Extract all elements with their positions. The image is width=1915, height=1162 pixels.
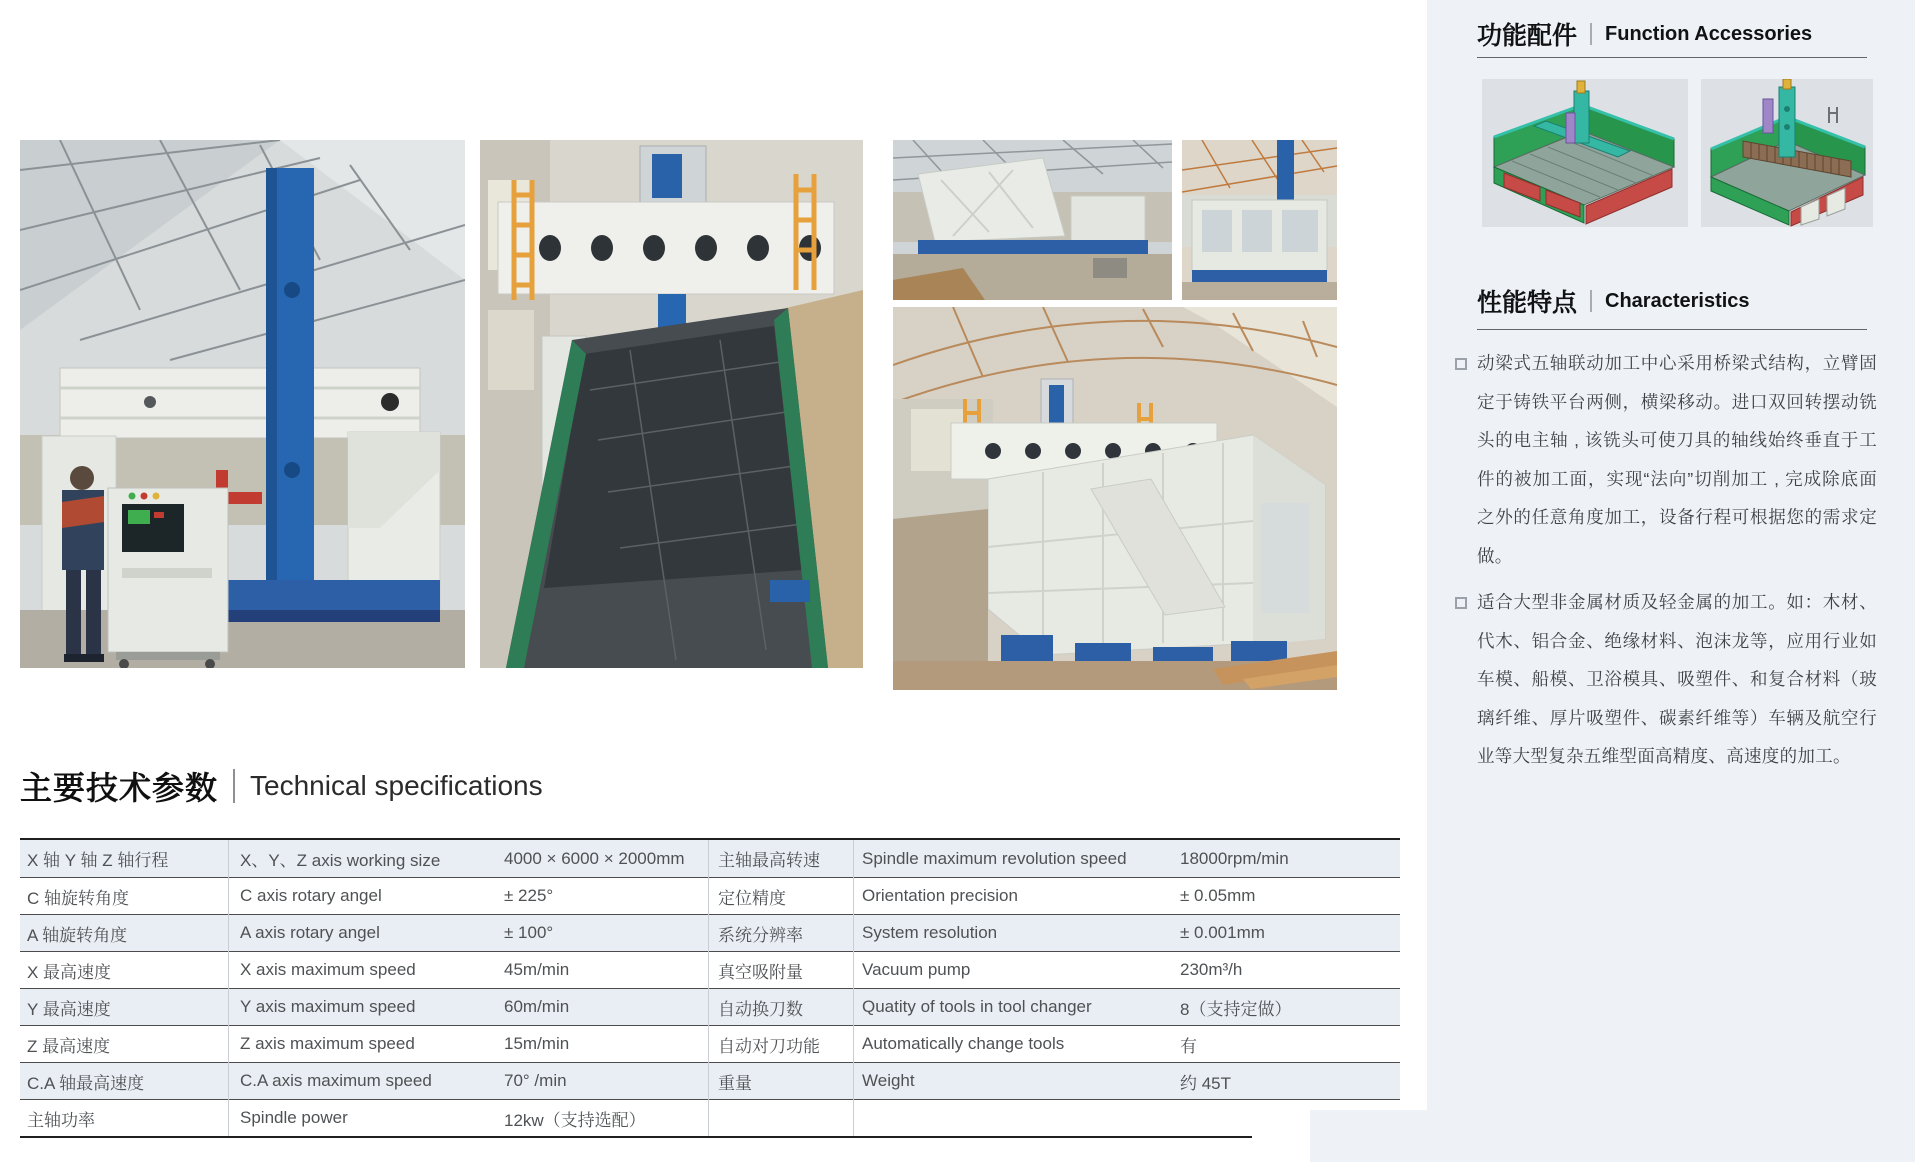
spec-val-right: ± 0.05mm (1180, 886, 1256, 905)
specs-title-cn: 主要技术参数 (20, 770, 219, 806)
technical-specs-title (20, 762, 543, 810)
spec-en-left: A axis rotary angel (240, 923, 380, 942)
specs-title-en: Technical specifications (250, 770, 543, 801)
table-row (20, 914, 1400, 951)
spec-val-right: ± 0.001mm (1180, 923, 1265, 942)
bullet-square-icon (1455, 358, 1467, 370)
accessory-images (1482, 79, 1873, 227)
spec-cn-left: C.A 轴最高速度 (27, 1073, 145, 1093)
cad-render-machine-2 (1701, 79, 1873, 227)
accessories-title-cn: 功能配件 (1477, 22, 1578, 50)
spec-en-left: C axis rotary angel (240, 886, 382, 905)
characteristics-item (1455, 583, 1887, 776)
spec-cn-right: 重量 (718, 1073, 752, 1093)
column-divider (228, 840, 229, 1136)
spec-val-left: 15m/min (504, 1034, 570, 1053)
accessories-title (1477, 16, 1812, 52)
column-divider (853, 840, 854, 1136)
table-row (20, 1062, 1400, 1099)
characteristics-item (1455, 344, 1887, 575)
title-divider-bar (1590, 23, 1592, 45)
spec-en-left: Spindle power (240, 1108, 348, 1127)
spec-val-right: 约 45T (1180, 1073, 1232, 1093)
spec-en-left: Z axis maximum speed (240, 1034, 415, 1053)
spec-table (20, 838, 1400, 1136)
spec-val-left: ± 100° (504, 923, 554, 942)
characteristics-title-cn: 性能特点 (1477, 289, 1578, 317)
spec-val-right: 18000rpm/min (1180, 848, 1289, 868)
spec-en-right: Automatically change tools (862, 1034, 1065, 1053)
spec-cn-right: 定位精度 (718, 888, 786, 908)
characteristics-text: 适合大型非金属材质及轻金属的加工。如：木材、代木、铝合金、绝缘材料、泡沫龙等，应用行业如车模、船模、卫浴模具、吸塑件、和复合材料（玻璃纤维、厚片吸塑件、碳素纤维等）车辆及航空行业等大型复杂五维型面高精度、高速度的加工。 (1477, 592, 1877, 766)
photo-enclosed-machine-small (1182, 140, 1337, 300)
spec-cn-left: X 轴 Y 轴 Z 轴行程 (27, 851, 169, 870)
table-row (20, 951, 1400, 988)
sidebar (1427, 0, 1915, 1162)
spec-en-right: Spindle maximum revolution speed (862, 848, 1127, 868)
spec-cn-right: 主轴最高转速 (718, 851, 820, 870)
table-row (20, 988, 1400, 1025)
spec-val-right: 有 (1180, 1036, 1197, 1056)
characteristics-title-en: Characteristics (1605, 289, 1750, 312)
cad-render-machine-1 (1482, 79, 1688, 227)
spec-cn-right: 自动对刀功能 (718, 1036, 820, 1056)
characteristics-title (1477, 283, 1750, 319)
spec-val-right: 8（支持定做） (1180, 999, 1292, 1019)
spec-val-left: 70° /min (504, 1071, 567, 1090)
spec-cn-right: 系统分辨率 (718, 925, 803, 945)
spec-cn-left: 主轴功率 (27, 1110, 95, 1130)
characteristics-list (1455, 344, 1887, 784)
spec-cn-right: 真空吸附量 (718, 962, 803, 982)
spec-cn-left: Z 最高速度 (27, 1036, 111, 1056)
table-row (20, 1099, 1400, 1136)
spec-cn-left: A 轴旋转角度 (27, 925, 128, 945)
spec-en-right: Quatity of tools in tool changer (862, 997, 1092, 1016)
section-underline (1477, 57, 1867, 58)
spec-en-right: System resolution (862, 923, 998, 942)
photo-machine-assembly (893, 140, 1172, 300)
spec-en-left: C.A axis maximum speed (240, 1071, 432, 1090)
column-divider (708, 840, 709, 1136)
spec-en-left: X、Y、Z axis working size (240, 851, 441, 870)
spec-cn-left: Y 最高速度 (27, 999, 111, 1019)
title-divider-bar (233, 769, 235, 803)
characteristics-text: 动梁式五轴联动加工中心采用桥梁式结构，立臂固定于铸铁平台两侧，横梁移动。进口双回转摆动铣头的电主轴 , 该铣头可使刀具的轴线始终垂直于工件的被加工面，实现“法向”切削加工 , 完成除底面之外的任意角度加工，设备行程可根据您的需求定做。 (1477, 353, 1877, 566)
table-row (20, 877, 1400, 914)
photo-machine-with-operator (20, 140, 465, 668)
spec-val-left: 12kw（支持选配） (504, 1110, 646, 1130)
bullet-square-icon (1455, 597, 1467, 609)
accessories-title-en: Function Accessories (1605, 22, 1813, 45)
spec-en-left: Y axis maximum speed (240, 997, 416, 1016)
spec-cn-left: C 轴旋转角度 (27, 888, 129, 908)
table-bottom-border (20, 1136, 1252, 1138)
spec-en-right: Weight (862, 1071, 915, 1090)
section-underline (1477, 329, 1867, 330)
photo-gantry-table (480, 140, 863, 668)
title-divider-bar (1590, 290, 1592, 312)
table-row (20, 840, 1400, 877)
spec-val-left: 60m/min (504, 997, 570, 1016)
spec-en-right: Vacuum pump (862, 960, 971, 979)
spec-en-right: Orientation precision (862, 886, 1018, 905)
spec-cn-right: 自动换刀数 (718, 999, 803, 1019)
spec-en-left: X axis maximum speed (240, 960, 416, 979)
spec-val-left: ± 225° (504, 886, 554, 905)
photo-enclosed-machine-large (893, 307, 1337, 690)
spec-val-left: 45m/min (504, 960, 570, 979)
spec-val-right: 230m³/h (1180, 960, 1243, 979)
table-row (20, 1025, 1400, 1062)
spec-val-left: 4000 × 6000 × 2000mm (504, 848, 685, 868)
spec-cn-left: X 最高速度 (27, 962, 112, 982)
